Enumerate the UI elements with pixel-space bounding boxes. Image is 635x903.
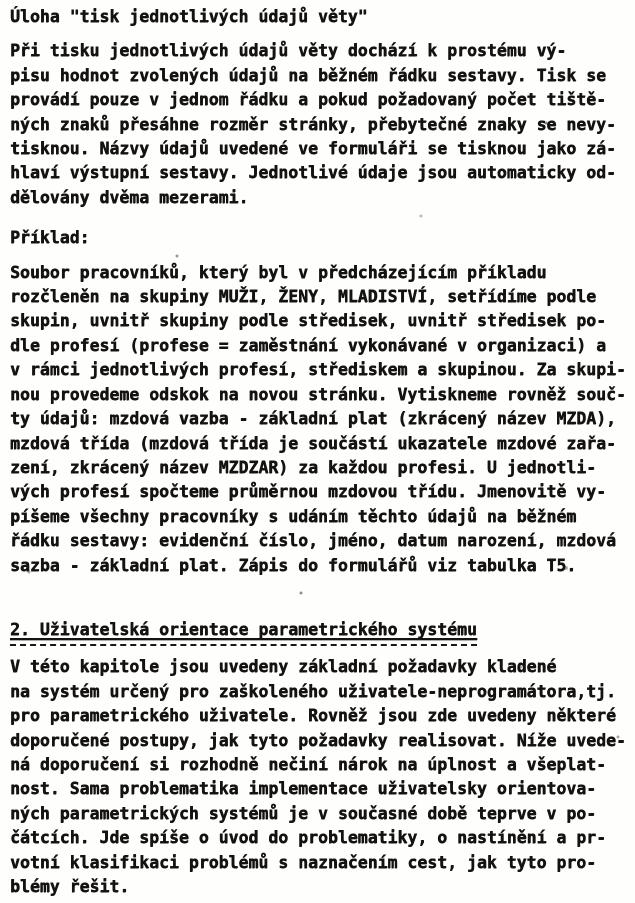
text-line: vých profesí spočteme průměrnou mzdovou třídu. Jmenovitě vy- [10,482,607,502]
text-line: píšeme všechny pracovníky s udáním těchto údajů na běžném [10,506,577,526]
text-line: blémy řešit. [10,877,130,896]
text-line: v rámci jednotlivých profesí, střediskem a skupinou. Za skupi- [10,360,626,380]
text-line: nou provedeme odskok na novou stránku. Vytiskneme rovněž souč- [10,384,626,404]
paragraph-intro [10,39,631,210]
text-line: ná doporučení si rozhodně nečiní nárok na úplnost a všeplat- [10,754,607,774]
text-line: na systém určený pro zaškoleného uživatele-neprogramátora,tj. [10,681,616,701]
text-line: čátcích. Jde spíše o úvod do problematiky, o nastínění a pr- [10,828,607,848]
text-line: pisu hodnot zvolených údajů na běžném řádku sestavy. Tisk se [10,65,607,85]
paragraph-example [10,261,631,578]
paragraph-chapter-intro [10,655,631,899]
text-line: zení, zkrácený název MZDZAR) za každou profesi. U jednotli- [10,457,597,477]
text-line: ty údajů: mzdová vazba - základní plat (zkrácený název MZDA), [10,409,616,429]
text-line: provádí pouze v jednom řádku a pokud požadovaný počet tiště- [10,90,607,110]
text-line: skupin, uvnitř skupiny podle středisek, uvnitř středisek po- [10,311,607,331]
text-line: Při tisku jednotlivých údajů věty dochází k prostému vý- [10,41,567,61]
text-line: sazba - základní plat. Zápis do formulářů viz tabulka T5. [10,555,577,575]
section-heading: 2. Uživatelská orientace parametrického systému [10,618,477,646]
text-line: Soubor pracovníků, který byl v předcházejícím příkladu [10,262,547,282]
text-line: dle profesí (profese = zaměstnání vykonávané v organizaci) a [10,335,607,355]
text-line: nost. Sama problematika implementace uživatelsky orientova- [10,779,597,799]
text-line: rozčleněn na skupiny MUŽI, ŽENY, MLADISTVÍ, setřídíme podle [10,287,597,307]
section-heading-row [10,618,631,646]
text-line: dělovány dvěma mezerami. [10,187,249,207]
text-line: mzdová třída (mzdová třída je součástí ukazatele mzdové zařa- [10,433,616,453]
text-line: tisknou. Názvy údajů uvedené ve formuláři se tisknou jako zá- [10,139,616,159]
text-line: votní klasifikaci problémů s naznačením cest, jak tyto pro- [10,852,597,872]
text-line: doporučené postupy, jak tyto požadavky realisovat. Níže uvede- [10,730,626,750]
document-title: Úloha "tisk jednotlivých údajů věty" [10,7,368,26]
text-line: ných parametrických systémů je v současné době teprve v po- [10,803,597,823]
example-label: Příklad: [10,228,90,248]
text-line: hlaví výstupní sestavy. Jednotlivé údaje jsou automaticky od- [10,163,616,183]
text-line: řádku sestavy: evidenční číslo, jméno, datum narození, mzdová [10,531,616,551]
text-line: pro parametrického uživatele. Rovněž jsou zde uvedeny některé [10,706,616,726]
text-line: V této kapitole jsou uvedeny základní požadavky kladené [10,657,557,677]
text-line: ných znaků přesáhne rozměr stránky, přebytečné znaky se nevy- [10,114,616,134]
scan-noise-specks [0,0,2,2]
